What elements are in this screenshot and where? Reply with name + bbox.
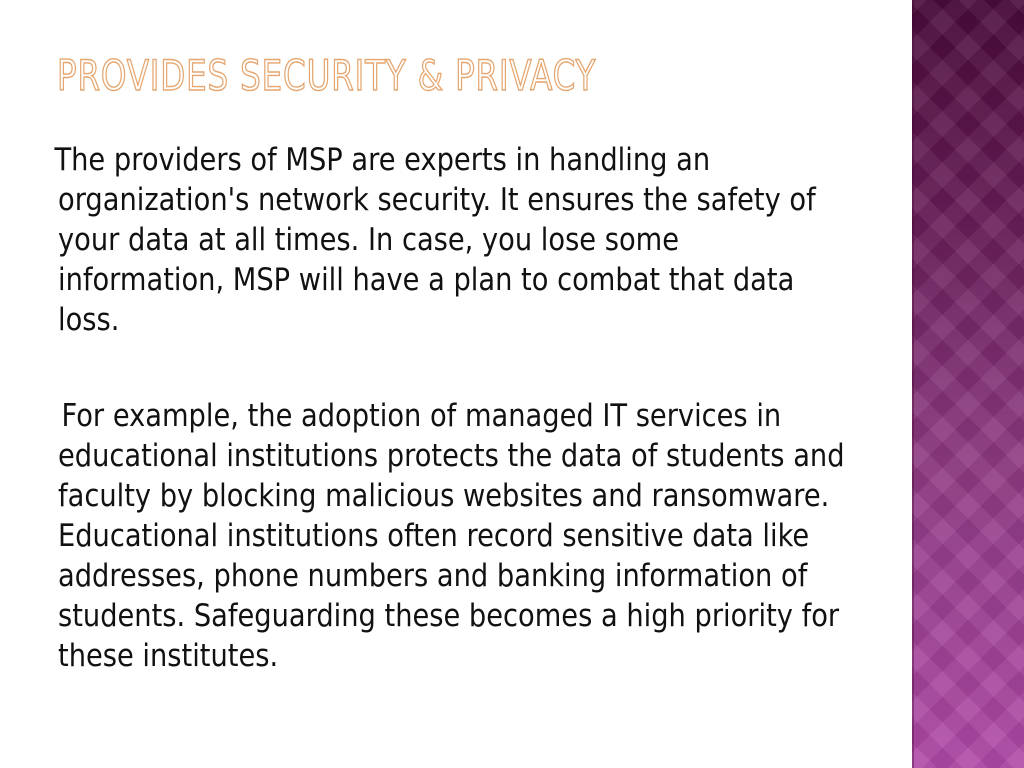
- side-panel-edge: [912, 0, 914, 768]
- paragraph-security: The providers of MSP are experts in handling an organization's network security. It ensures the safety of your data at all times. In case, you lose some information, MSP will have a plan to combat that data loss.: [54, 142, 816, 338]
- slide-body: [54, 140, 850, 732]
- paragraph-example: For example, the adoption of managed IT services in educational institutions protects the data of students and faculty by blocking malicious websites and ransomware. Educational institutions often record sensitive data like addresses, phone numbers and banking information of students. Safeguarding these becomes a high priority for these institutes.: [58, 398, 845, 674]
- slide-title: PROVIDES SECURITY & PRIVACY: [57, 51, 597, 100]
- decorative-side-panel: [912, 0, 1024, 768]
